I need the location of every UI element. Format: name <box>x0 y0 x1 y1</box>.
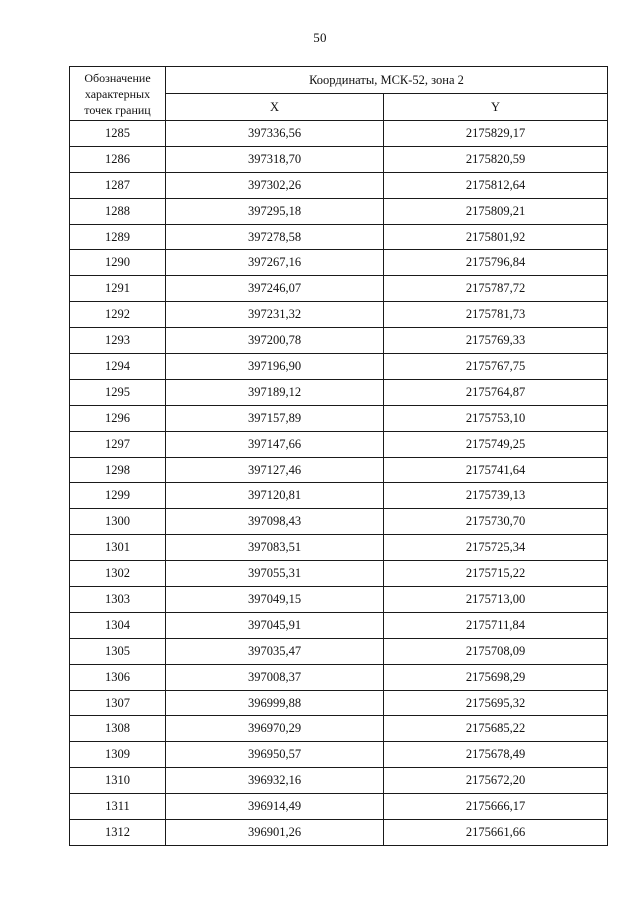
x-cell: 397278,58 <box>166 224 384 250</box>
point-header-line-2: характерных <box>84 86 151 101</box>
y-cell: 2175809,21 <box>384 198 608 224</box>
point-cell: 1312 <box>70 820 166 846</box>
table-row <box>70 509 608 535</box>
table-row <box>70 431 608 457</box>
x-cell: 397267,16 <box>166 250 384 276</box>
y-cell: 2175739,13 <box>384 483 608 509</box>
table-row <box>70 379 608 405</box>
table-row <box>70 457 608 483</box>
x-cell: 396950,57 <box>166 742 384 768</box>
x-cell: 397083,51 <box>166 535 384 561</box>
point-cell: 1301 <box>70 535 166 561</box>
y-cell: 2175767,75 <box>384 354 608 380</box>
point-cell: 1290 <box>70 250 166 276</box>
y-cell: 2175796,84 <box>384 250 608 276</box>
table-row <box>70 716 608 742</box>
table-row <box>70 121 608 147</box>
point-cell: 1298 <box>70 457 166 483</box>
table-row <box>70 820 608 846</box>
table-row <box>70 587 608 613</box>
point-cell: 1304 <box>70 612 166 638</box>
x-cell: 397157,89 <box>166 405 384 431</box>
point-cell: 1292 <box>70 302 166 328</box>
x-cell: 397127,46 <box>166 457 384 483</box>
x-cell: 397318,70 <box>166 146 384 172</box>
x-cell: 397098,43 <box>166 509 384 535</box>
x-cell: 397189,12 <box>166 379 384 405</box>
y-cell: 2175787,72 <box>384 276 608 302</box>
y-cell: 2175769,33 <box>384 328 608 354</box>
table-row <box>70 405 608 431</box>
point-cell: 1295 <box>70 379 166 405</box>
coordinates-group-header: Координаты, МСК-52, зона 2 <box>166 67 608 94</box>
x-cell: 397008,37 <box>166 664 384 690</box>
point-cell: 1289 <box>70 224 166 250</box>
table-row <box>70 535 608 561</box>
y-cell: 2175672,20 <box>384 768 608 794</box>
table-row <box>70 612 608 638</box>
x-cell: 397055,31 <box>166 561 384 587</box>
y-cell: 2175730,70 <box>384 509 608 535</box>
table-row <box>70 794 608 820</box>
point-cell: 1306 <box>70 664 166 690</box>
y-cell: 2175661,66 <box>384 820 608 846</box>
y-cell: 2175698,29 <box>384 664 608 690</box>
x-cell: 397045,91 <box>166 612 384 638</box>
y-cell: 2175801,92 <box>384 224 608 250</box>
x-cell: 397120,81 <box>166 483 384 509</box>
y-column-header: Y <box>384 94 608 121</box>
point-cell: 1309 <box>70 742 166 768</box>
x-cell: 397035,47 <box>166 638 384 664</box>
x-column-header: X <box>166 94 384 121</box>
x-cell: 397295,18 <box>166 198 384 224</box>
table-row <box>70 328 608 354</box>
table-header <box>70 67 608 121</box>
table-row <box>70 302 608 328</box>
table-row <box>70 146 608 172</box>
table-row <box>70 664 608 690</box>
x-cell: 396914,49 <box>166 794 384 820</box>
point-cell: 1293 <box>70 328 166 354</box>
point-header-line-3: точек границ <box>84 102 151 117</box>
table-row <box>70 224 608 250</box>
point-cell: 1299 <box>70 483 166 509</box>
table-row <box>70 483 608 509</box>
x-cell: 396970,29 <box>166 716 384 742</box>
x-cell: 397246,07 <box>166 276 384 302</box>
table-row <box>70 561 608 587</box>
x-cell: 397200,78 <box>166 328 384 354</box>
y-cell: 2175711,84 <box>384 612 608 638</box>
point-cell: 1296 <box>70 405 166 431</box>
y-cell: 2175749,25 <box>384 431 608 457</box>
point-cell: 1308 <box>70 716 166 742</box>
point-cell: 1285 <box>70 121 166 147</box>
coordinates-table <box>69 66 608 846</box>
y-cell: 2175753,10 <box>384 405 608 431</box>
y-cell: 2175695,32 <box>384 690 608 716</box>
point-cell: 1310 <box>70 768 166 794</box>
x-cell: 396901,26 <box>166 820 384 846</box>
x-cell: 396999,88 <box>166 690 384 716</box>
point-cell: 1300 <box>70 509 166 535</box>
table-body <box>70 121 608 846</box>
page-number: 50 <box>313 30 327 45</box>
table-row <box>70 276 608 302</box>
point-header-line-1: Обозначение <box>84 70 151 85</box>
point-cell: 1286 <box>70 146 166 172</box>
y-cell: 2175708,09 <box>384 638 608 664</box>
x-cell: 397196,90 <box>166 354 384 380</box>
point-cell: 1303 <box>70 587 166 613</box>
y-cell: 2175764,87 <box>384 379 608 405</box>
y-cell: 2175713,00 <box>384 587 608 613</box>
y-cell: 2175812,64 <box>384 172 608 198</box>
y-cell: 2175715,22 <box>384 561 608 587</box>
table-row <box>70 172 608 198</box>
y-cell: 2175666,17 <box>384 794 608 820</box>
point-cell: 1305 <box>70 638 166 664</box>
point-cell: 1291 <box>70 276 166 302</box>
point-cell: 1302 <box>70 561 166 587</box>
point-cell: 1287 <box>70 172 166 198</box>
table-row <box>70 690 608 716</box>
point-cell: 1297 <box>70 431 166 457</box>
y-cell: 2175678,49 <box>384 742 608 768</box>
table-row <box>70 768 608 794</box>
x-cell: 397336,56 <box>166 121 384 147</box>
table-row <box>70 250 608 276</box>
x-cell: 397231,32 <box>166 302 384 328</box>
x-cell: 397049,15 <box>166 587 384 613</box>
point-column-header <box>70 67 166 121</box>
table-row <box>70 742 608 768</box>
point-cell: 1307 <box>70 690 166 716</box>
y-cell: 2175685,22 <box>384 716 608 742</box>
x-cell: 396932,16 <box>166 768 384 794</box>
x-cell: 397147,66 <box>166 431 384 457</box>
point-cell: 1294 <box>70 354 166 380</box>
point-cell: 1288 <box>70 198 166 224</box>
y-cell: 2175725,34 <box>384 535 608 561</box>
table-row <box>70 638 608 664</box>
y-cell: 2175829,17 <box>384 121 608 147</box>
y-cell: 2175820,59 <box>384 146 608 172</box>
table-row <box>70 354 608 380</box>
table-row <box>70 198 608 224</box>
y-cell: 2175741,64 <box>384 457 608 483</box>
x-cell: 397302,26 <box>166 172 384 198</box>
y-cell: 2175781,73 <box>384 302 608 328</box>
point-cell: 1311 <box>70 794 166 820</box>
